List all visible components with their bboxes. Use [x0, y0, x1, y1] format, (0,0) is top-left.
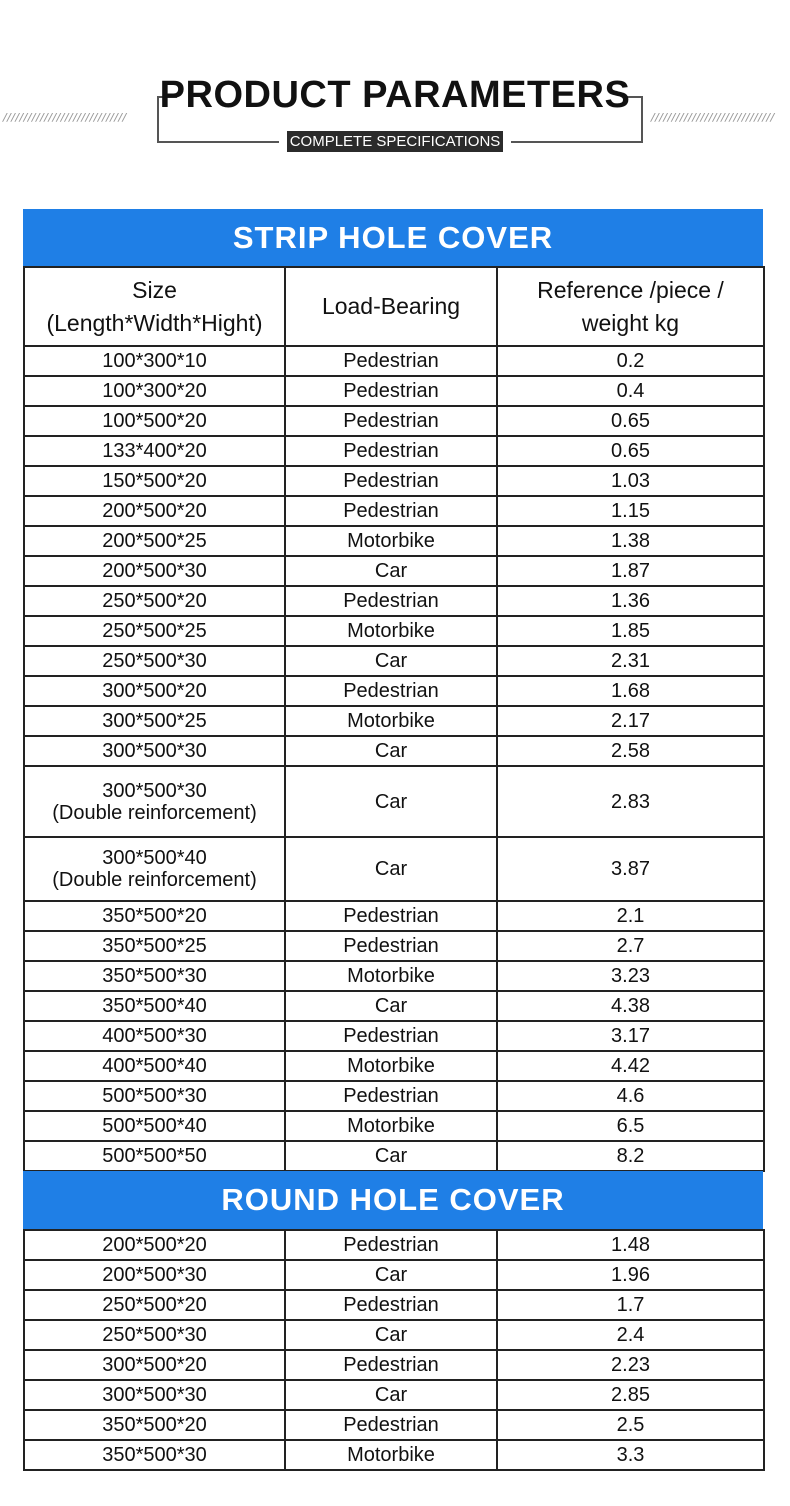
load-bearing-cell: Car	[285, 736, 497, 766]
load-bearing-cell: Motorbike	[285, 1051, 497, 1081]
table-row	[24, 1410, 764, 1440]
weight-cell: 3.3	[497, 1440, 764, 1470]
size-cell: 250*500*25	[24, 616, 285, 646]
size-cell: 500*500*40	[24, 1111, 285, 1141]
weight-cell: 2.31	[497, 646, 764, 676]
weight-cell: 2.83	[497, 766, 764, 837]
load-bearing-cell: Car	[285, 1260, 497, 1290]
size-cell: 300*500*30 (Double reinforcement)	[24, 766, 285, 837]
table-row	[24, 466, 764, 496]
right-hatch-decoration: //////////////////////////////	[650, 111, 774, 123]
weight-cell: 0.65	[497, 406, 764, 436]
weight-cell: 8.2	[497, 1141, 764, 1171]
column-header-load-bearing: Load-Bearing	[285, 267, 497, 346]
table-row	[24, 436, 764, 466]
table-row	[24, 1350, 764, 1380]
size-cell: 100*300*20	[24, 376, 285, 406]
load-bearing-cell: Pedestrian	[285, 436, 497, 466]
weight-cell: 1.87	[497, 556, 764, 586]
size-cell: 500*500*30	[24, 1081, 285, 1111]
load-bearing-cell: Pedestrian	[285, 346, 497, 376]
table-row	[24, 1111, 764, 1141]
table-header-row	[24, 267, 764, 346]
weight-cell: 1.48	[497, 1230, 764, 1260]
weight-cell: 3.17	[497, 1021, 764, 1051]
table-row	[24, 346, 764, 376]
size-cell: 300*500*30	[24, 1380, 285, 1410]
strip-table-title: STRIP HOLE COVER	[23, 209, 763, 266]
table-row	[24, 736, 764, 766]
size-cell: 200*500*30	[24, 1260, 285, 1290]
load-bearing-cell: Pedestrian	[285, 931, 497, 961]
size-cell: 250*500*20	[24, 1290, 285, 1320]
load-bearing-cell: Motorbike	[285, 706, 497, 736]
size-cell: 350*500*30	[24, 961, 285, 991]
load-bearing-cell: Pedestrian	[285, 1290, 497, 1320]
weight-cell: 2.58	[497, 736, 764, 766]
weight-cell: 2.4	[497, 1320, 764, 1350]
size-cell: 250*500*30	[24, 1320, 285, 1350]
load-bearing-cell: Pedestrian	[285, 1410, 497, 1440]
table-row	[24, 1081, 764, 1111]
size-cell: 350*500*30	[24, 1440, 285, 1470]
size-cell: 350*500*20	[24, 901, 285, 931]
weight-cell: 0.65	[497, 436, 764, 466]
weight-cell: 1.7	[497, 1290, 764, 1320]
size-cell: 300*500*25	[24, 706, 285, 736]
table-row	[24, 496, 764, 526]
size-cell: 500*500*50	[24, 1141, 285, 1171]
table-row	[24, 646, 764, 676]
load-bearing-cell: Pedestrian	[285, 496, 497, 526]
load-bearing-cell: Motorbike	[285, 1111, 497, 1141]
size-cell: 200*500*30	[24, 556, 285, 586]
weight-cell: 4.42	[497, 1051, 764, 1081]
load-bearing-cell: Motorbike	[285, 526, 497, 556]
load-bearing-cell: Car	[285, 1141, 497, 1171]
table-row	[24, 556, 764, 586]
size-cell: 250*500*20	[24, 586, 285, 616]
size-cell: 300*500*20	[24, 1350, 285, 1380]
weight-cell: 2.23	[497, 1350, 764, 1380]
left-hatch-decoration: //////////////////////////////	[2, 111, 126, 123]
load-bearing-cell: Pedestrian	[285, 586, 497, 616]
weight-cell: 2.17	[497, 706, 764, 736]
size-cell: 100*300*10	[24, 346, 285, 376]
load-bearing-cell: Car	[285, 837, 497, 901]
size-cell: 133*400*20	[24, 436, 285, 466]
load-bearing-cell: Car	[285, 1320, 497, 1350]
table-row	[24, 961, 764, 991]
table-row	[24, 1230, 764, 1260]
size-cell: 350*500*20	[24, 1410, 285, 1440]
load-bearing-cell: Car	[285, 1380, 497, 1410]
load-bearing-cell: Pedestrian	[285, 406, 497, 436]
weight-cell: 2.85	[497, 1380, 764, 1410]
load-bearing-cell: Pedestrian	[285, 676, 497, 706]
table-row	[24, 837, 764, 901]
table-row	[24, 1320, 764, 1350]
weight-cell: 1.85	[497, 616, 764, 646]
table-row	[24, 1051, 764, 1081]
size-cell: 350*500*25	[24, 931, 285, 961]
size-cell: 200*500*20	[24, 496, 285, 526]
size-cell: 300*500*20	[24, 676, 285, 706]
size-cell: 250*500*30	[24, 646, 285, 676]
weight-cell: 1.15	[497, 496, 764, 526]
load-bearing-cell: Car	[285, 646, 497, 676]
table-row	[24, 676, 764, 706]
table-row	[24, 901, 764, 931]
load-bearing-cell: Car	[285, 556, 497, 586]
weight-cell: 2.5	[497, 1410, 764, 1440]
weight-cell: 2.7	[497, 931, 764, 961]
load-bearing-cell: Pedestrian	[285, 901, 497, 931]
load-bearing-cell: Motorbike	[285, 961, 497, 991]
weight-cell: 1.03	[497, 466, 764, 496]
load-bearing-cell: Motorbike	[285, 616, 497, 646]
size-cell: 400*500*40	[24, 1051, 285, 1081]
weight-cell: 4.6	[497, 1081, 764, 1111]
table-row	[24, 1290, 764, 1320]
weight-cell: 0.4	[497, 376, 764, 406]
column-header-weight: Reference /piece / weight kg	[497, 267, 764, 346]
table-row	[24, 526, 764, 556]
round-hole-cover-table	[23, 1229, 765, 1471]
table-row	[24, 1440, 764, 1470]
table-row	[24, 376, 764, 406]
weight-cell: 3.23	[497, 961, 764, 991]
weight-cell: 1.38	[497, 526, 764, 556]
table-row	[24, 991, 764, 1021]
table-row	[24, 931, 764, 961]
weight-cell: 0.2	[497, 346, 764, 376]
page-title: PRODUCT PARAMETERS	[159, 74, 631, 116]
weight-cell: 2.1	[497, 901, 764, 931]
size-cell: 350*500*40	[24, 991, 285, 1021]
strip-hole-cover-table	[23, 266, 765, 1172]
size-cell: 200*500*20	[24, 1230, 285, 1260]
table-row	[24, 1021, 764, 1051]
table-row	[24, 1380, 764, 1410]
table-row	[24, 616, 764, 646]
load-bearing-cell: Pedestrian	[285, 1021, 497, 1051]
table-row	[24, 1141, 764, 1171]
weight-cell: 1.68	[497, 676, 764, 706]
page-subtitle: COMPLETE SPECIFICATIONS	[287, 131, 504, 152]
load-bearing-cell: Pedestrian	[285, 466, 497, 496]
load-bearing-cell: Pedestrian	[285, 1230, 497, 1260]
section-header	[0, 0, 790, 170]
size-cell: 100*500*20	[24, 406, 285, 436]
weight-cell: 3.87	[497, 837, 764, 901]
round-table-title: ROUND HOLE COVER	[23, 1171, 763, 1229]
table-row	[24, 586, 764, 616]
weight-cell: 1.96	[497, 1260, 764, 1290]
weight-cell: 6.5	[497, 1111, 764, 1141]
weight-cell: 1.36	[497, 586, 764, 616]
weight-cell: 4.38	[497, 991, 764, 1021]
table-row	[24, 406, 764, 436]
table-row	[24, 766, 764, 837]
load-bearing-cell: Car	[285, 766, 497, 837]
table-row	[24, 706, 764, 736]
size-cell: 300*500*30	[24, 736, 285, 766]
size-cell: 150*500*20	[24, 466, 285, 496]
load-bearing-cell: Pedestrian	[285, 376, 497, 406]
size-cell: 200*500*25	[24, 526, 285, 556]
size-cell: 300*500*40 (Double reinforcement)	[24, 837, 285, 901]
load-bearing-cell: Pedestrian	[285, 1350, 497, 1380]
table-row	[24, 1260, 764, 1290]
size-cell: 400*500*30	[24, 1021, 285, 1051]
load-bearing-cell: Pedestrian	[285, 1081, 497, 1111]
column-header-size: Size (Length*Width*Hight)	[24, 267, 285, 346]
load-bearing-cell: Car	[285, 991, 497, 1021]
load-bearing-cell: Motorbike	[285, 1440, 497, 1470]
